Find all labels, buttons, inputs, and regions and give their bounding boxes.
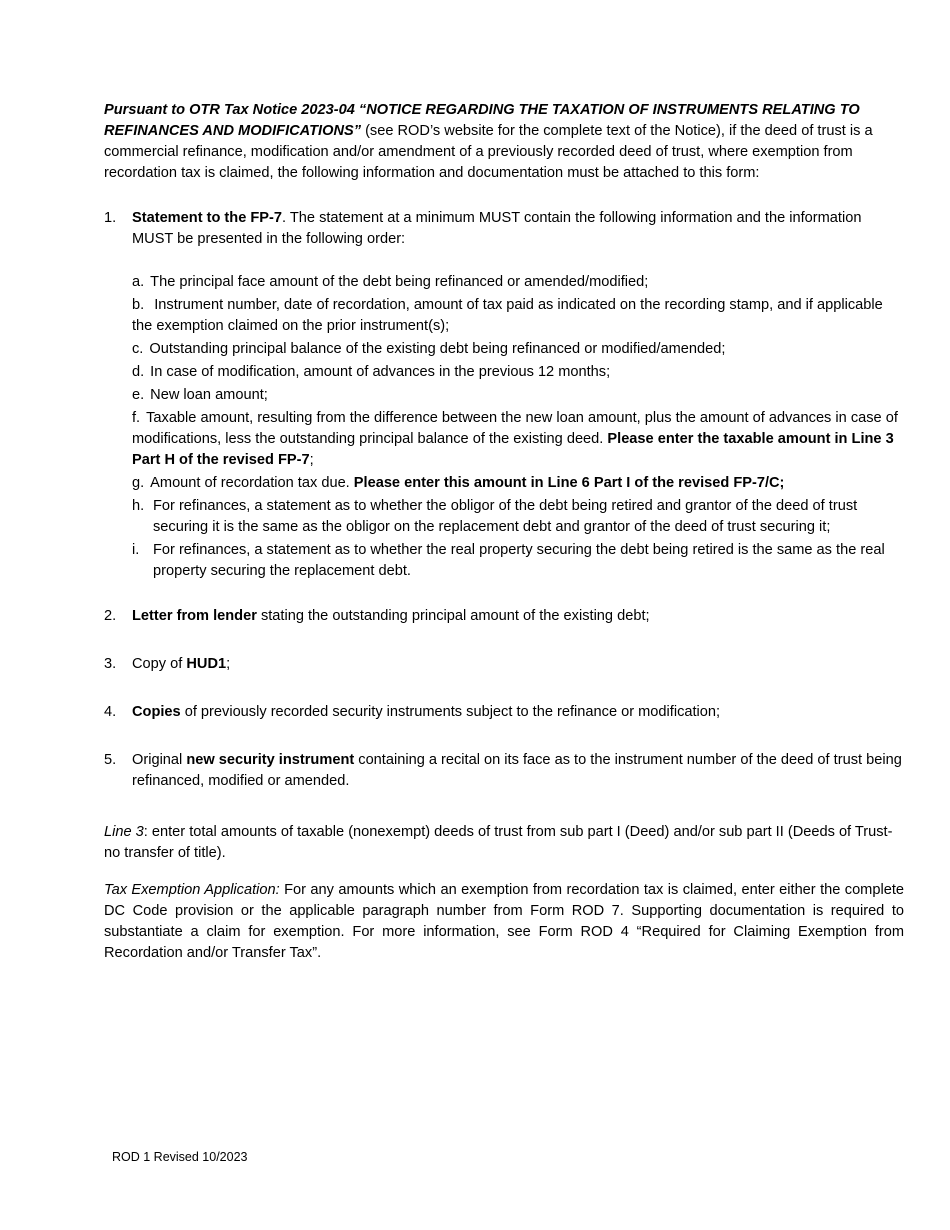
subitem-g [132,473,904,494]
exemption-instruction [104,880,904,964]
subitem-h [132,496,904,538]
requirement-item-2 [104,606,904,627]
statement-subitems [132,272,904,582]
item-number: 1. [104,210,117,226]
item-heading: Letter from lender [132,608,257,624]
item-heading: new security instrument [186,752,355,768]
line3-instruction [104,822,904,864]
subitem-i [132,540,904,582]
subitem-text: Outstanding principal balance of the existing debt being refinanced or modified/amended; [149,341,726,357]
subitem-d [132,362,904,383]
subitem-letter: d. [132,364,145,380]
item-prefix: Copy of [132,656,187,672]
subitem-c [132,339,904,360]
requirement-item-5 [104,750,904,792]
subitem-emphasis: Please enter this amount in Line 6 Part I of the revised FP-7/C; [353,475,785,491]
subitem-text: New loan amount; [150,387,268,403]
subitem-text: For refinances, a statement as to whether the obligor of the debt being retired and grantor of the deed of trust securing it is the same as the obligor on the replacement debt and grantor of the deed of trust securing it; [153,498,858,535]
item-text: containing a recital on its face as to the instrument number of the deed of trust being refinanced, modified or amended. [132,752,902,789]
item-heading: HUD1 [186,656,227,672]
notice-reference: Pursuant to OTR Tax Notice 2023-04 “NOTICE REGARDING THE TAXATION OF INSTRUMENTS RELATING TO REFINANCES AND MODIFICATIONS” [104,102,860,139]
subitem-letter: b. [132,297,145,313]
subitem-text: Amount of recordation tax due. [150,475,354,491]
requirement-item-1 [104,208,904,582]
subitem-text: Taxable amount, resulting from the difference between the new loan amount, plus the amount of advances in case of modifications, less the outstanding principal balance of the existing deed. [132,410,898,447]
subitem-f [132,408,904,471]
subitem-letter: i. [132,542,140,558]
item-heading: Statement to the FP-7 [132,210,283,226]
form-revision-footer: ROD 1 Revised 10/2023 [112,1150,248,1164]
line3-label: Line 3 [104,824,144,840]
exemption-text: For any amounts which an exemption from recordation tax is claimed, enter either the complete DC Code provision or the applicable paragraph number from Form ROD 7. Supporting documentation is required to substantiate a claim for exemption. For more information, see Form ROD 4 “Required for Claiming Exemption from Recordation and/or Transfer Tax”. [104,882,904,961]
subitem-a [132,272,904,293]
item-number: 3. [104,656,117,672]
document-body [104,100,904,979]
intro-text: (see ROD’s website for the complete text of the Notice), if the deed of trust is a commercial refinance, modification and/or amendment of a previously recorded deed of trust, where exemption from recordation tax is claimed, the following information and documentation must be attached to this form: [104,123,873,181]
subitem-text: Instrument number, date of recordation, amount of tax paid as indicated on the recording stamp, and if applicable the exemption claimed on the prior instrument(s); [132,297,883,334]
item-number: 5. [104,752,117,768]
requirement-item-4 [104,702,904,723]
intro-paragraph [104,100,904,184]
subitem-text: For refinances, a statement as to whether the real property securing the debt being retired is the same as the real property securing the replacement debt. [153,542,885,579]
item-text: . The statement at a minimum MUST contain the following information and the information MUST be presented in the following order: [132,210,862,247]
line3-text: : enter total amounts of taxable (nonexempt) deeds of trust from sub part I (Deed) and/or sub part II (Deeds of Trust-no transfer of title). [104,824,893,861]
subitem-text: In case of modification, amount of advances in the previous 12 months; [150,364,611,380]
subitem-tail: ; [309,452,314,468]
item-number: 2. [104,608,117,624]
subitem-text: The principal face amount of the debt being refinanced or amended/modified; [150,274,649,290]
item-text: ; [226,656,231,672]
item-text: of previously recorded security instruments subject to the refinance or modification; [180,704,721,720]
subitem-b [132,295,904,337]
item-text: stating the outstanding principal amount of the existing debt; [256,608,650,624]
subitem-letter: a. [132,274,145,290]
subitem-emphasis: Please enter the taxable amount in Line 3 Part H of the revised FP-7 [132,431,894,468]
subitem-letter: c. [132,341,144,357]
subitem-letter: f. [132,410,141,426]
subitem-letter: h. [132,498,145,514]
subitem-e [132,385,904,406]
requirement-item-3 [104,654,904,675]
requirements-list [104,208,904,792]
subitem-letter: e. [132,387,145,403]
item-heading: Copies [132,704,181,720]
subitem-letter: g. [132,475,145,491]
item-number: 4. [104,704,117,720]
exemption-label: Tax Exemption Application: [104,882,280,898]
item-prefix: Original [132,752,187,768]
